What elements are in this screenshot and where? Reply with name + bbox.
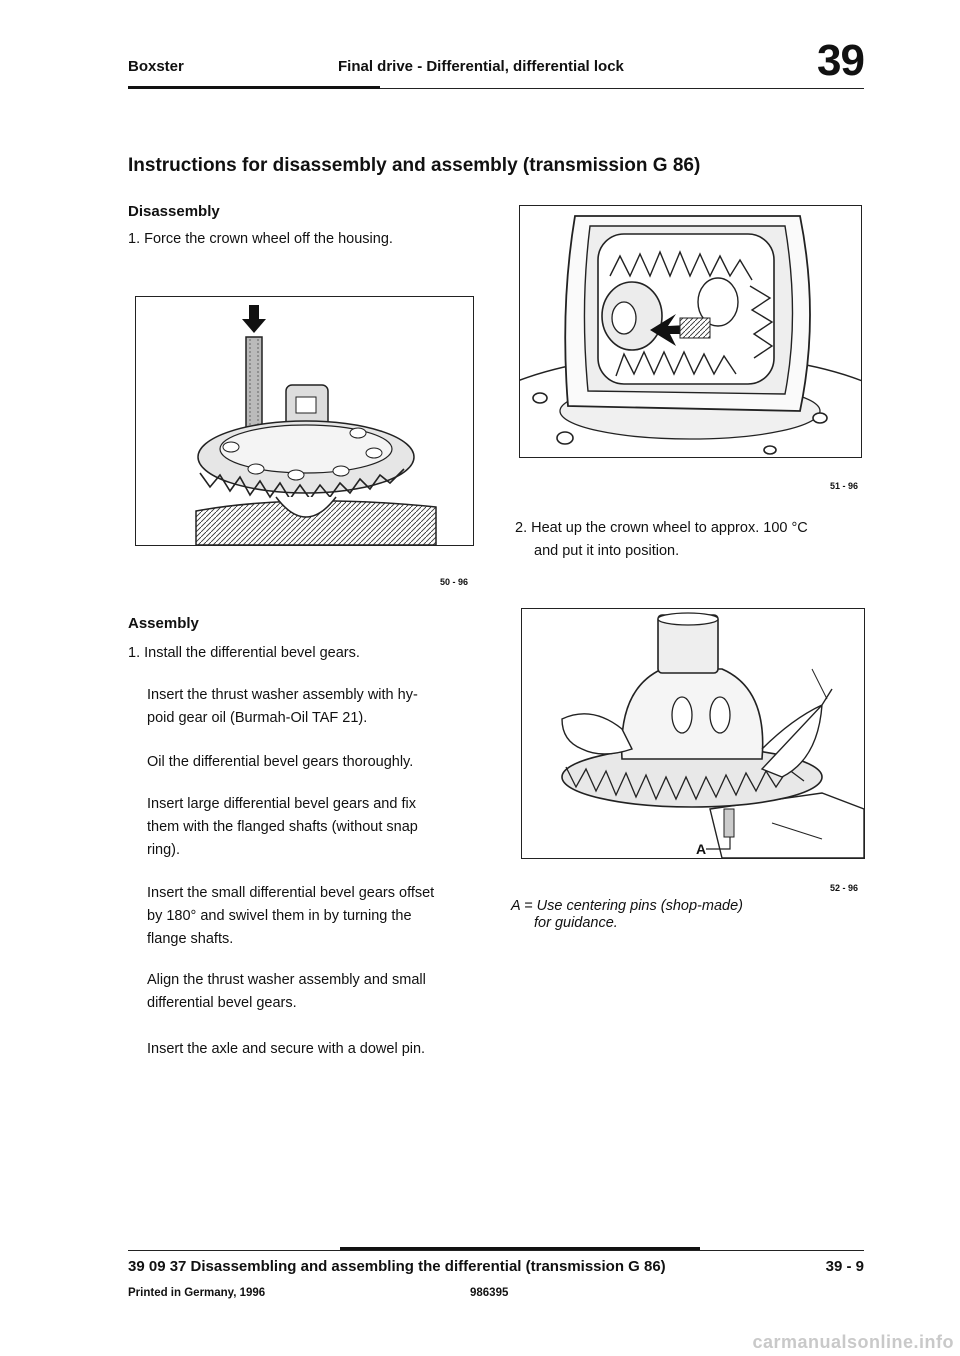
assembly-heading: Assembly [128,615,199,632]
step-2-line-2: and put it into position. [534,543,680,559]
figure-differential-housing [519,205,862,458]
crown-wheel-fitting-illustration [522,609,864,858]
page-title: Instructions for disassembly and assembly (transmission G 86) [128,155,701,176]
footer-rule [128,1250,864,1251]
assembly-paragraph-1: Insert the thrust washer assembly with hy- poid gear oil (Burmah-Oil TAF 21). [147,687,418,726]
figure-crown-wheel-fitting [521,608,865,859]
disassembly-step-1: 1. Force the crown wheel off the housing. [128,231,393,247]
caption-line-1: A = Use centering pins (shop-made) [511,898,743,914]
assembly-paragraph-6: Insert the axle and secure with a dowel pin. [147,1041,426,1057]
footer-code: 986395 [470,1287,509,1299]
header-model: Boxster [128,58,184,75]
figure-number-52-96: 52 - 96 [830,883,859,893]
footer-chapter-title: 39 09 37 Disassembling and assembling the differential (transmission G 86) [128,1258,666,1275]
header-section-title: Final drive - Differential, differential lock [338,58,624,75]
figure-number-51-96: 51 - 96 [830,481,859,491]
footer-page-number: 39 - 9 [825,1258,864,1275]
assembly-paragraph-5: Align the thrust washer assembly and small differential bevel gears. [147,972,426,1011]
differential-housing-illustration [520,206,861,457]
footer-printed: Printed in Germany, 1996 [128,1287,266,1299]
figure-crown-wheel-press [135,296,474,546]
step-2-line-1: 2. Heat up the crown wheel to approx. 100 °C [515,520,808,536]
figure-number-50-96: 50 - 96 [440,577,469,587]
disassembly-heading: Disassembly [128,203,220,220]
assembly-step-1: 1. Install the differential bevel gears. [128,645,360,661]
assembly-paragraph-2: Oil the differential bevel gears thoroughly. [147,754,414,770]
crown-wheel-press-illustration [136,297,473,545]
figure-label-a: A [696,841,707,857]
caption-line-2: for guidance. [534,915,618,931]
header-rule-accent [128,86,380,89]
assembly-paragraph-3: Insert large differential bevel gears and fix them with the flanged shafts (without snap ring). [147,796,418,858]
assembly-paragraph-4: Insert the small differential bevel gears offset by 180° and swivel them in by turning the flange shafts. [147,885,435,947]
watermark: carmanualsonline.info [752,1332,954,1352]
header-group-number: 39 [817,36,864,85]
